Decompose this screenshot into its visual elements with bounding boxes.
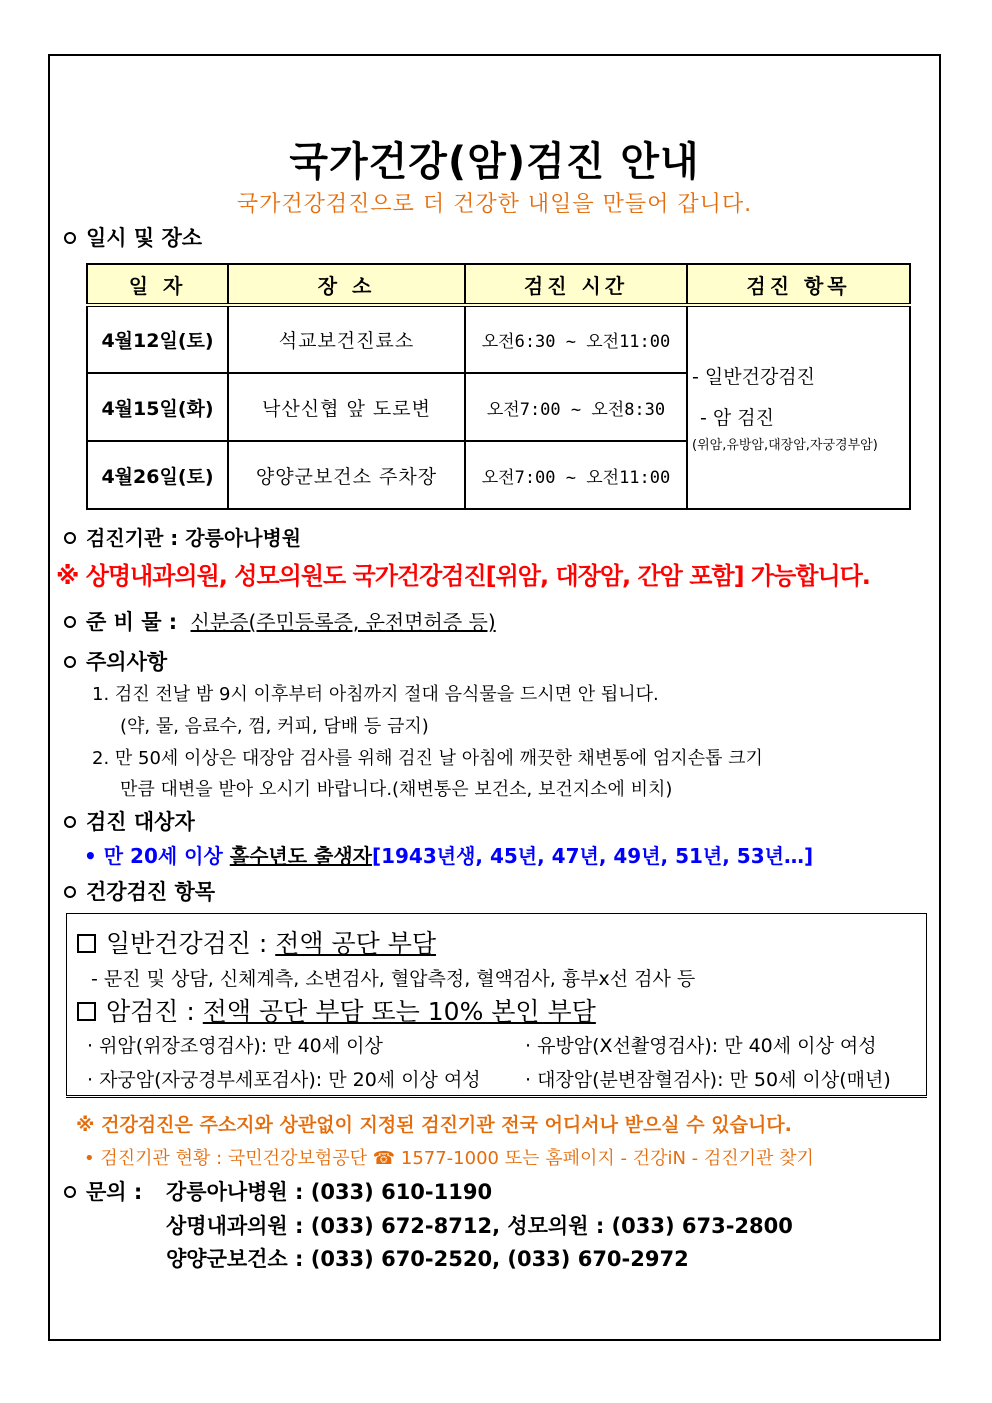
cancer-item: · 위암(위장조영검사): 만 40세 이상 (87, 1035, 383, 1057)
document-frame (48, 54, 941, 1341)
page-title: 국가건강(암)검진 안내 (289, 139, 700, 185)
schedule-table (86, 263, 911, 510)
checkbox-icon (77, 1002, 96, 1021)
items-general: - 일반건강검진 (692, 366, 816, 388)
row-place: 낙산신협 앞 도로변 (228, 373, 465, 441)
circle-bullet-icon (64, 816, 76, 828)
preparation-value: 신분증(주민등록증, 운전면허증 등) (190, 610, 496, 634)
caution-item-2-detail: 만큼 대변을 받아 오시기 바랍니다.(채변통은 보건소, 보건지소에 비치) (120, 779, 673, 800)
cancer-checkup-line: 암검진 : 전액 공단 부담 또는 10% 본인 부담 (77, 992, 596, 1028)
cautions-heading: 주의사항 (64, 646, 167, 676)
preparation-line: 준 비 물 : 신분증(주민등록증, 운전면허증 등) (64, 606, 496, 636)
checkup-items-cell (687, 305, 910, 509)
cancer-checkup-cost: 전액 공단 부담 또는 10% 본인 부담 (202, 997, 596, 1026)
row-date: 4월26일(토) (87, 441, 228, 509)
col-header-place: 장 소 (228, 264, 465, 305)
caution-item-1-detail: (약, 물, 음료수, 껌, 커피, 담배 등 금지) (120, 716, 429, 737)
row-date: 4월12일(토) (87, 305, 228, 373)
col-header-date: 일 자 (87, 264, 228, 305)
general-checkup-line: 일반건강검진 : 전액 공단 부담 (77, 924, 436, 960)
contact-line-2: 상명내과의원 : (033) 672-8712, 성모의원 : (033) 673-2800 (166, 1214, 793, 1238)
circle-bullet-icon (64, 616, 76, 628)
checkbox-icon (77, 934, 96, 953)
row-time: 오전6:30 ~ 오전11:00 (465, 305, 687, 373)
row-place: 양양군보건소 주차장 (228, 441, 465, 509)
institution-search-note: • 검진기관 현황 : 국민건강보험공단 ☎ 1577-1000 또는 홈페이지 - 건강iN - 검진기관 찾기 (84, 1148, 814, 1169)
cancer-item: · 대장암(분변잠혈검사): 만 50세 이상(매년) (525, 1069, 891, 1091)
items-cancer: - 암 검진 (700, 407, 774, 429)
circle-bullet-icon (64, 532, 76, 544)
institution-line: 검진기관 : 강릉아나병원 (64, 522, 301, 551)
row-place: 석교보건진료소 (228, 305, 465, 373)
checkup-items-box (66, 913, 927, 1096)
target-heading: 검진 대상자 (64, 806, 195, 836)
col-header-time: 검진 시간 (465, 264, 687, 305)
circle-bullet-icon (64, 886, 76, 898)
page-subtitle: 국가건강검진으로 더 건강한 내일을 만들어 갑니다. (236, 192, 753, 217)
cancer-item: · 자궁암(자궁경부세포검사): 만 20세 이상 여성 (87, 1069, 481, 1091)
partner-clinic-notice: ※ 상명내과의원, 성모의원도 국가건강검진[위암, 대장암, 간암 포함] 가능합니다. (56, 562, 870, 590)
schedule-header-row (87, 264, 910, 305)
general-checkup-detail: - 문진 및 상담, 신체계측, 소변검사, 혈압측정, 혈액검사, 흉부x선 검사 등 (91, 968, 696, 990)
row-date: 4월15일(화) (87, 373, 228, 441)
cancer-item: · 유방암(X선촬영검사): 만 40세 이상 여성 (525, 1035, 877, 1057)
nationwide-note: ※ 건강검진은 주소지와 상관없이 지정된 검진기관 전국 어디서나 받으실 수 있습니다. (76, 1114, 792, 1136)
circle-bullet-icon (64, 1186, 76, 1198)
checkup-items-heading: 건강검진 항목 (64, 876, 215, 906)
target-description: • 만 20세 이상 홀수년도 출생자[1943년생, 45년, 47년, 49년, 51년, 53년…] (84, 844, 814, 868)
row-time: 오전7:00 ~ 오전8:30 (465, 373, 687, 441)
contact-heading: 문의 : (64, 1176, 142, 1206)
box-double-rule (66, 1097, 927, 1098)
row-time: 오전7:00 ~ 오전11:00 (465, 441, 687, 509)
schedule-heading: 일시 및 장소 (64, 222, 202, 252)
table-row (87, 305, 910, 373)
items-cancer-types: (위암,유방암,대장암,자궁경부암) (692, 438, 878, 453)
general-checkup-cost: 전액 공단 부담 (275, 929, 437, 958)
target-odd-years: 홀수년도 출생자 (229, 844, 372, 868)
circle-bullet-icon (64, 656, 76, 668)
caution-item-2: 2. 만 50세 이상은 대장암 검사를 위해 검진 날 아침에 깨끗한 채변통에 엄지손톱 크기 (92, 748, 763, 769)
contact-line-3: 양양군보건소 : (033) 670-2520, (033) 670-2972 (166, 1247, 689, 1271)
contact-line-1: 강릉아나병원 : (033) 610-1190 (166, 1180, 493, 1204)
circle-bullet-icon (64, 232, 76, 244)
col-header-items: 검진 항목 (687, 264, 910, 305)
caution-item-1: 1. 검진 전날 밤 9시 이후부터 아침까지 절대 음식물을 드시면 안 됩니다. (92, 684, 659, 705)
